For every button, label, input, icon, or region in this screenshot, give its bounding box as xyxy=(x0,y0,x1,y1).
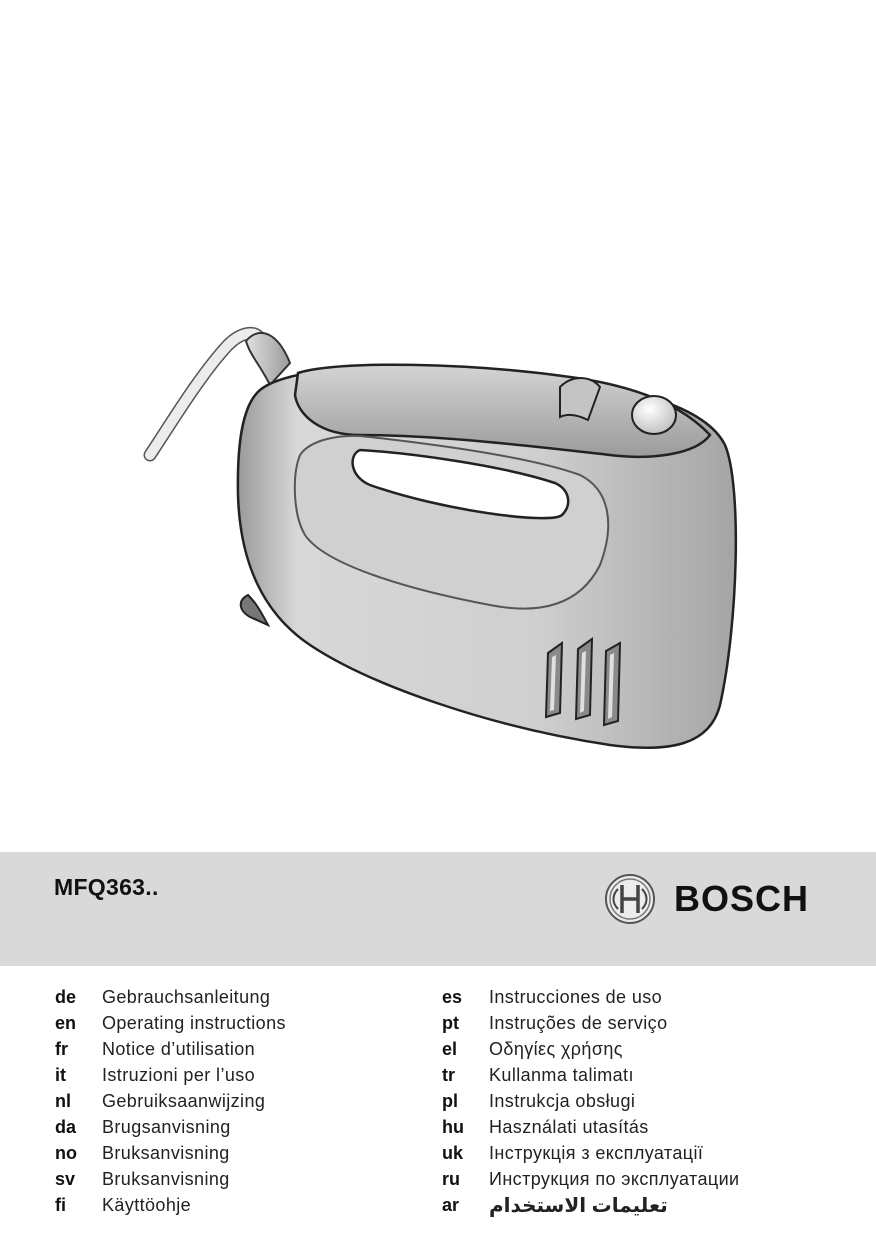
list-item xyxy=(55,984,286,1010)
language-title: Οδηγίες χρήσης xyxy=(489,1038,623,1059)
list-item xyxy=(442,1036,739,1062)
language-title: Bruksanvisning xyxy=(102,1168,230,1189)
model-number: MFQ363.. xyxy=(54,874,159,900)
language-code: uk xyxy=(442,1142,464,1163)
language-code: es xyxy=(442,986,463,1007)
language-code: da xyxy=(55,1116,77,1137)
list-item xyxy=(55,1166,286,1192)
language-code: el xyxy=(442,1038,458,1059)
list-item xyxy=(442,1166,739,1192)
list-item xyxy=(442,1140,739,1166)
list-item xyxy=(442,1192,739,1218)
language-title: تعليمات الاستخدام xyxy=(489,1194,668,1217)
list-item xyxy=(442,1114,739,1140)
language-code: it xyxy=(55,1064,66,1085)
list-item xyxy=(442,1062,739,1088)
list-item xyxy=(55,1140,286,1166)
list-item xyxy=(442,1010,739,1036)
language-title: Instruções de serviço xyxy=(489,1012,668,1033)
language-code: fi xyxy=(55,1194,66,1215)
language-list-right xyxy=(442,984,739,1218)
list-item xyxy=(55,1036,286,1062)
language-title: Gebruiksaanwijzing xyxy=(102,1090,266,1111)
language-list-left xyxy=(55,984,286,1218)
list-item xyxy=(442,984,739,1010)
list-item xyxy=(442,1088,739,1114)
hand-mixer-illustration xyxy=(110,305,740,755)
list-item xyxy=(55,1062,286,1088)
language-code: hu xyxy=(442,1116,464,1137)
language-code: pl xyxy=(442,1090,458,1111)
language-code: sv xyxy=(55,1168,76,1189)
language-code: no xyxy=(55,1142,77,1163)
language-title: Інструкція з експлуатації xyxy=(489,1142,704,1163)
language-code: en xyxy=(55,1012,77,1033)
language-title: Operating instructions xyxy=(102,1012,286,1033)
language-title: Bruksanvisning xyxy=(102,1142,230,1163)
language-title: Инструкция по эксплуатации xyxy=(489,1168,740,1189)
language-title: Használati utasítás xyxy=(489,1116,649,1137)
list-item xyxy=(55,1088,286,1114)
language-code: nl xyxy=(55,1090,71,1111)
language-code: tr xyxy=(442,1064,455,1085)
language-code: ar xyxy=(442,1194,460,1215)
language-code: pt xyxy=(442,1012,459,1033)
language-title: Gebrauchsanleitung xyxy=(102,986,271,1007)
language-code: de xyxy=(55,986,77,1007)
language-code: fr xyxy=(55,1038,68,1059)
language-title: Brugsanvisning xyxy=(102,1116,231,1137)
language-title: Notice d’utilisation xyxy=(102,1038,256,1059)
language-title: Instrukcja obsługi xyxy=(489,1090,636,1111)
list-item xyxy=(55,1114,286,1140)
list-item xyxy=(55,1010,286,1036)
language-code: ru xyxy=(442,1168,460,1189)
language-title: Kullanma talimatı xyxy=(489,1064,634,1085)
language-title: Istruzioni per l’uso xyxy=(102,1064,256,1085)
language-title: Käyttöohje xyxy=(102,1194,192,1215)
bosch-armature-icon xyxy=(604,873,656,925)
brand-name: BOSCH xyxy=(674,878,810,919)
list-item xyxy=(55,1192,286,1218)
brand-logo xyxy=(604,873,809,925)
language-title: Instrucciones de uso xyxy=(489,986,663,1007)
